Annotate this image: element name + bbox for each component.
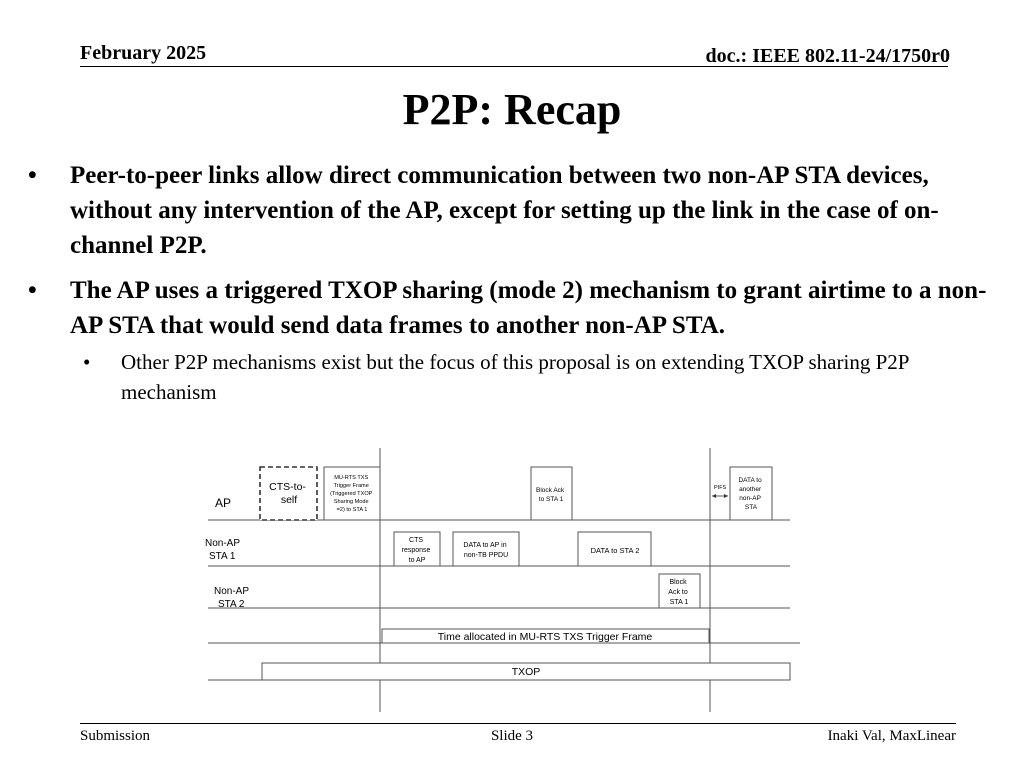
- block-ack-ap-label: Block Ack to STA 1: [536, 487, 565, 503]
- txop-label: TXOP: [511, 666, 541, 678]
- cts-to-self-label: CTS-to- self: [269, 481, 306, 506]
- mu-rts-trigger-label: MU-RTS TXS Trigger Frame (Triggered TXOP Sharing Mode =2) to STA 1: [330, 475, 373, 513]
- data-to-ap-frame: [453, 532, 519, 566]
- row-label-sta1: Non-AP STA 1: [205, 538, 240, 562]
- header-date: February 2025: [80, 42, 207, 64]
- footer-submission: Submission: [80, 728, 151, 744]
- footer-rule: [80, 723, 956, 724]
- bullet-item: [28, 158, 998, 263]
- header-doc-id: doc.: IEEE 802.11-24/1750r0: [705, 45, 950, 67]
- sub-bullet-item: [28, 347, 998, 407]
- data-to-other-sta-frame: [730, 467, 772, 520]
- slide-title: P2P: Recap: [402, 85, 622, 134]
- block-ack-sta2-label: Block Ack to STA 1: [668, 579, 689, 606]
- bullet-text: Peer-to-peer links allow direct communication between two non-AP STA devices, without any intervention of the AP, except for setting up the link in the case of on-channel P2P.: [70, 162, 939, 259]
- header-rule: [80, 66, 948, 67]
- footer-slide-number: Slide 3: [490, 728, 534, 744]
- pifs-label: PIFS: [714, 485, 727, 491]
- data-to-sta2-label: DATA to STA 2: [590, 546, 640, 555]
- bullet-item: [28, 273, 998, 343]
- cts-response-label: CTS response to AP: [401, 537, 431, 564]
- row-label-ap: AP: [215, 496, 232, 510]
- bullet-dot: •: [28, 277, 37, 304]
- txop-timing-diagram: [200, 446, 810, 714]
- data-to-ap-label: DATA to AP in non-TB PPDU: [463, 542, 509, 559]
- bullet-list: [28, 158, 998, 407]
- bullet-dot: •: [28, 162, 37, 189]
- sub-bullet-text: Other P2P mechanisms exist but the focus of this proposal is on extending TXOP sharing P2P mechanism: [121, 350, 909, 404]
- row-label-sta2: Non-AP STA 2: [214, 586, 249, 610]
- footer-author: Inaki Val, MaxLinear: [827, 728, 956, 744]
- time-allocated-label: Time allocated in MU-RTS TXS Trigger Frame: [437, 631, 653, 643]
- bullet-text: The AP uses a triggered TXOP sharing (mode 2) mechanism to grant airtime to a non-AP STA that would send data frames to another non-AP STA.: [70, 277, 987, 339]
- data-to-other-sta-label: DATA to another non-AP STA: [738, 477, 762, 511]
- bullet-dot: •: [83, 350, 91, 374]
